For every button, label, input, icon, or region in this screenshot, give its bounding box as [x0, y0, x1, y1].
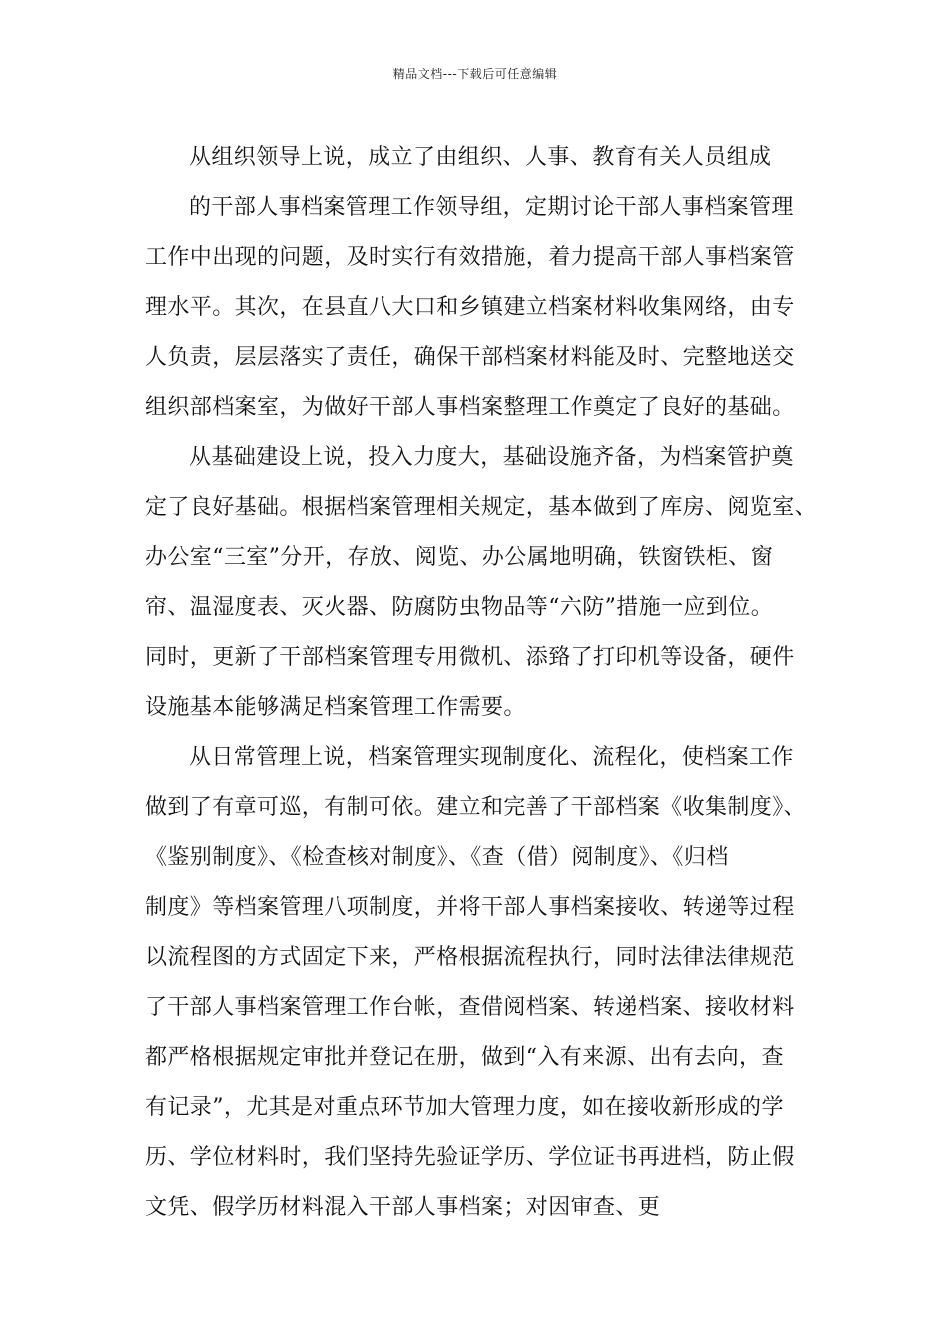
paragraph-line: 人负责，层层落实了责任，确保干部档案材料能及时、完整地送交 [145, 345, 795, 370]
paragraph-line: 的干部人事档案管理工作领导组，定期讨论干部人事档案管理 [189, 195, 794, 220]
paragraph-line: 都严格根据规定审批并登记在册，做到“入有来源、出有去向，查 [145, 1045, 784, 1070]
paragraph-line: 组织部档案室，为做好干部人事档案整理工作奠定了良好的基础。 [145, 395, 795, 420]
paragraph-line: 办公室“三室”分开，存放、阅览、办公属地明确，铁窗铁柜、窗 [145, 545, 774, 570]
paragraph-line: 从日常管理上说，档案管理实现制度化、流程化，使档案工作 [189, 745, 794, 770]
paragraph-line: 以流程图的方式固定下来，严格根据流程执行，同时法律法律规范 [145, 945, 795, 970]
paragraph-line: 同时，更新了干部档案管理专用微机、添臵了打印机等设备，硬件 [145, 645, 795, 670]
paragraph-line: 制度》等档案管理八项制度，并将干部人事档案接收、转递等过程 [145, 895, 795, 920]
paragraph-line: 工作中出现的问题，及时实行有效措施，着力提高干部人事档案管 [145, 245, 795, 270]
paragraph-line: 从组织领导上说，成立了由组织、人事、教育有关人员组成 [189, 145, 772, 170]
paragraph-line: 有记录”，尤其是对重点环节加大管理力度，如在接收新形成的学 [145, 1095, 784, 1120]
paragraph-line: 《鉴别制度》、《检查核对制度》、《查（借）阅制度》、《归档 [145, 845, 729, 870]
paragraph-line: 定了良好基础。根据档案管理相关规定，基本做到了库房、阅览室、 [145, 495, 818, 520]
paragraph-line: 设施基本能够满足档案管理工作需要。 [145, 695, 526, 720]
paragraph-line: 文凭、假学历材料混入干部人事档案；对因审查、更 [145, 1195, 661, 1220]
paragraph-line: 帘、温湿度表、灭火器、防腐防虫物品等“六防”措施一应到位。 [145, 595, 774, 620]
document-body [145, 133, 825, 1233]
paragraph-line: 历、学位材料时，我们坚持先验证学历、学位证书再进档，防止假 [145, 1145, 795, 1170]
paragraph-line: 理水平。其次，在县直八大口和乡镇建立档案材料收集网络，由专 [145, 295, 795, 320]
paragraph-line: 了干部人事档案管理工作台帐，查借阅档案、转递档案、接收材料 [145, 995, 795, 1020]
paragraph-line: 从基础建设上说，投入力度大，基础设施齐备，为档案管护奠 [189, 445, 794, 470]
page-header: 精品文档---下载后可任意编辑 [392, 67, 558, 81]
paragraph-line: 做到了有章可巡，有制可依。建立和完善了干部档案《收集制度》、 [145, 795, 807, 820]
